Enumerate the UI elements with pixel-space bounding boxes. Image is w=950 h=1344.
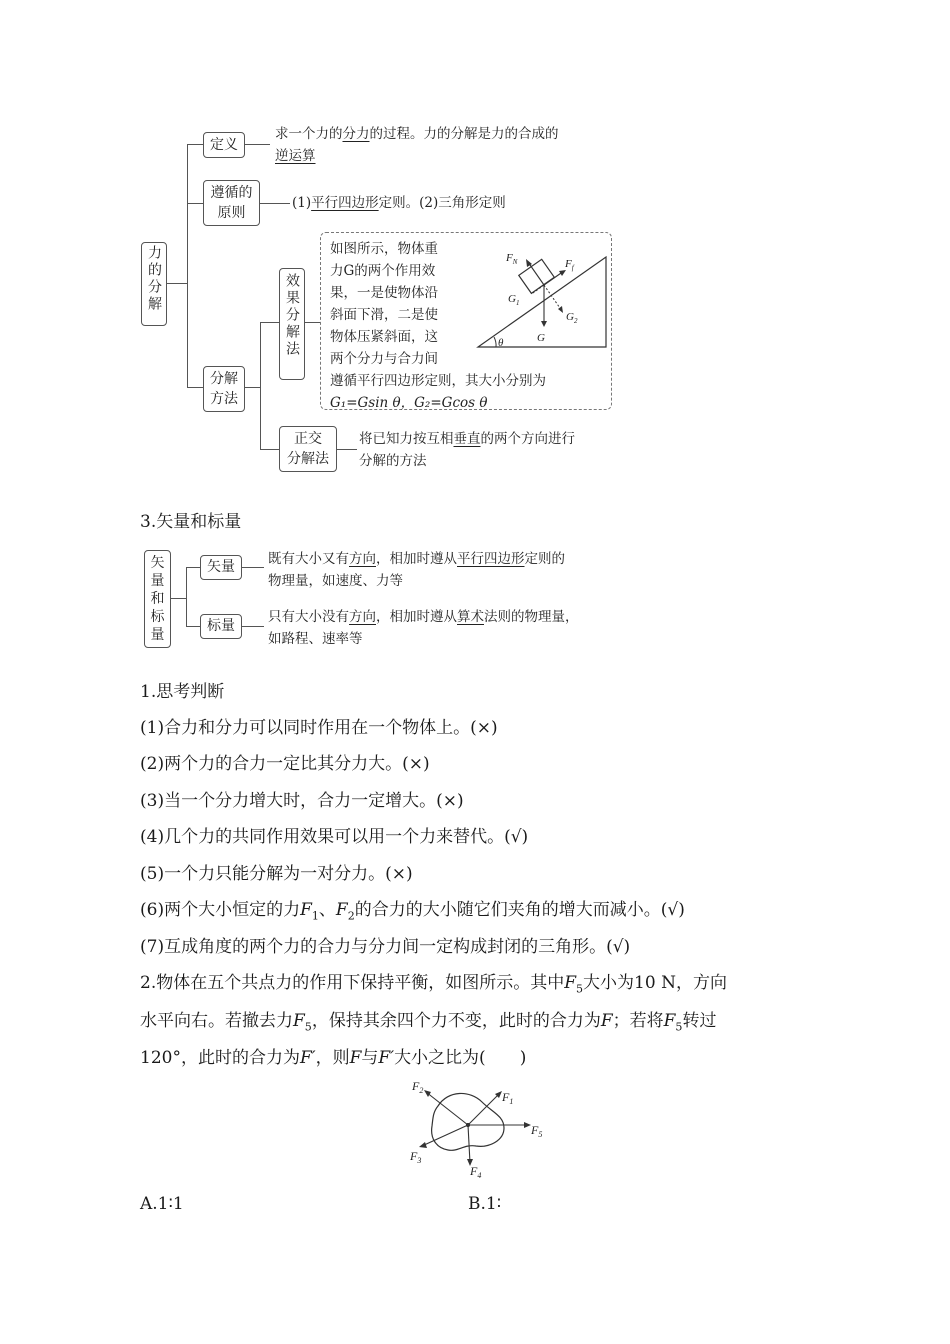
g2-label: $G_2$ xyxy=(566,311,578,325)
definition-underlined-2: 逆运算 xyxy=(275,148,316,164)
scalar-u1: 方向 xyxy=(349,609,376,625)
q2-line-2 xyxy=(140,1009,716,1039)
vs-root-char: 量 xyxy=(150,573,165,589)
connector xyxy=(305,322,320,323)
definition-label: 定义 xyxy=(210,137,238,153)
option-b[interactable]: B.1∶ xyxy=(468,1194,502,1214)
effect-line: 如图所示，物体重 xyxy=(330,241,438,257)
vs-root-char: 标 xyxy=(150,609,165,625)
q2-l2g: F xyxy=(600,1011,613,1031)
judge-item-3: (3)当一个分力增大时，合力一定增大。(×) xyxy=(140,791,464,811)
arrowhead xyxy=(419,1142,427,1148)
scalar-text xyxy=(268,606,579,650)
g-label: G xyxy=(537,332,545,344)
fn-label: $F_N$ xyxy=(506,252,518,266)
effect-line: 斜面下滑，二是使 xyxy=(330,307,438,323)
connector xyxy=(186,567,187,627)
scalar-label: 标量 xyxy=(207,618,235,634)
q2-l3h: F′ xyxy=(378,1048,395,1068)
principle-label-1: 遵循的 xyxy=(210,185,253,201)
scalar-t1: 只有大小没有 xyxy=(268,609,349,625)
f1-label: $F_1$ xyxy=(502,1090,514,1106)
root-box xyxy=(141,242,167,326)
connector xyxy=(187,387,203,388)
connector xyxy=(186,567,200,568)
connector xyxy=(242,626,264,627)
item6-a: (6)两个大小恒定的力 xyxy=(140,900,301,920)
orthogonal-label-2: 分解法 xyxy=(287,451,329,467)
q2-l1f: F xyxy=(564,973,577,993)
judge-item-4: (4)几个力的共同作用效果可以用一个力来替代。(√) xyxy=(140,827,529,847)
q2-l2s: 5 xyxy=(304,1020,312,1034)
judge-item-5: (5)一个力只能分解为一对分力。(×) xyxy=(140,864,413,884)
vs-root-char: 和 xyxy=(150,591,165,607)
orthogonal-text-a: 将已知力按互相 xyxy=(359,431,454,447)
scalar-t2: ，相加时遵从 xyxy=(376,609,457,625)
effect-line: 果，一是使物体沿 xyxy=(330,285,438,301)
connector xyxy=(167,283,187,284)
vector-label: 矢量 xyxy=(207,559,235,575)
judge-item-6 xyxy=(140,898,685,928)
f4-label: $F_4$ xyxy=(470,1164,482,1180)
connector xyxy=(187,203,203,204)
q2-l1a: 2.物体在五个共点力的作用下保持平衡，如图所示。其中 xyxy=(140,973,565,993)
q2-l3b: ，则 xyxy=(315,1048,350,1068)
arrowhead xyxy=(558,306,563,313)
f5-label: $F_5$ xyxy=(531,1123,543,1139)
judge-item-1: (1)合力和分力可以同时作用在一个物体上。(×) xyxy=(140,718,498,738)
definition-text-a: 求一个力的 xyxy=(275,126,343,142)
q2-line-3 xyxy=(140,1046,526,1070)
scalar-box xyxy=(200,614,242,639)
f3-label: $F_3$ xyxy=(410,1149,422,1165)
f1-arrow xyxy=(468,1093,500,1125)
g1-label: $G_1$ xyxy=(508,293,520,307)
q2-l3f: F′ xyxy=(299,1048,316,1068)
vs-root-char: 量 xyxy=(150,627,165,643)
arrowhead xyxy=(424,1090,431,1097)
connector xyxy=(245,144,270,145)
principle-box xyxy=(203,180,260,226)
f2-label: $F_2$ xyxy=(412,1079,424,1095)
q2-l1b: 大小为10 N，方向 xyxy=(583,973,727,993)
orthogonal-underlined: 垂直 xyxy=(453,431,481,447)
q2-l2b: ，保持其余四个力不变，此时的合力为 xyxy=(311,1011,601,1031)
theta-label: θ xyxy=(498,337,504,349)
orthogonal-text-b: 的两个方向进行 xyxy=(480,431,575,447)
method-label-1: 分解 xyxy=(210,371,238,387)
q2-l3d: 大小之比为( ) xyxy=(394,1048,527,1068)
item6-s1: 1 xyxy=(311,909,319,923)
q2-l2c: ；若将 xyxy=(612,1011,664,1031)
effect-line: 力G的两个作用效 xyxy=(330,263,436,279)
vector-t3: 定则的 xyxy=(524,551,565,567)
connector xyxy=(337,449,357,450)
item6-s2: 2 xyxy=(347,909,355,923)
object-outline xyxy=(432,1093,504,1150)
effect-formula: G₁=Gsin θ，G₂=Gcos θ xyxy=(330,395,488,411)
orthogonal-text xyxy=(359,428,575,472)
vs-root-char: 矢 xyxy=(150,555,165,571)
item6-f1: F xyxy=(300,900,312,920)
f3-arrow xyxy=(422,1125,468,1146)
q2-l3c: 与 xyxy=(361,1048,379,1068)
principle-text-after: 定则。(2)三角形定则 xyxy=(378,195,506,211)
connector xyxy=(260,203,290,204)
connector xyxy=(260,322,279,323)
q2-l1s: 5 xyxy=(576,982,584,996)
judge-item-7: (7)互成角度的两个力的合力与分力间一定构成封闭的三角形。(√) xyxy=(140,937,631,957)
arrowhead xyxy=(541,321,547,327)
effect-line: 物体压紧斜面，这 xyxy=(330,329,438,345)
definition-underlined: 分力 xyxy=(342,126,370,142)
q2-line-1 xyxy=(140,971,727,1001)
theta-arc xyxy=(494,337,496,347)
vector-u2: 平行四边形 xyxy=(457,551,525,567)
orthogonal-box xyxy=(279,426,337,472)
vector-box xyxy=(200,555,242,580)
q2-l2a: 水平向右。若撤去力 xyxy=(140,1011,293,1031)
effect-label: 效果分解法 xyxy=(284,273,300,358)
vector-text xyxy=(268,548,565,592)
definition-text-b: 的过程。力的分解是力的合成的 xyxy=(369,126,559,142)
principle-text xyxy=(292,192,506,214)
orthogonal-label-1: 正交 xyxy=(294,431,322,447)
connector xyxy=(260,322,261,450)
scalar-u2: 算术 xyxy=(457,609,484,625)
q2-l2f: F xyxy=(293,1011,305,1031)
orthogonal-line2: 分解的方法 xyxy=(359,453,427,469)
connector xyxy=(260,449,279,450)
method-box xyxy=(203,366,245,412)
q2-l2t: 5 xyxy=(675,1020,683,1034)
incline-diagram xyxy=(470,245,610,355)
five-forces-figure xyxy=(400,1076,550,1180)
connector xyxy=(187,144,188,387)
scalar-line2: 如路程、速率等 xyxy=(268,631,363,647)
scalar-t3: 法则的物理量， xyxy=(484,609,579,625)
vector-t1: 既有大小又有 xyxy=(268,551,349,567)
judge-item-2: (2)两个力的合力一定比其分力大。(×) xyxy=(140,754,430,774)
effect-line: 遵循平行四边形定则，其大小分别为 xyxy=(330,373,546,389)
q2-l2d: 转过 xyxy=(682,1011,717,1031)
f4-arrow xyxy=(468,1125,470,1163)
root-label: 力的分解 xyxy=(146,245,162,313)
judge-title: 1.思考判断 xyxy=(140,682,225,702)
method-label-2: 方法 xyxy=(210,391,238,407)
option-a[interactable]: A.1∶1 xyxy=(140,1194,184,1214)
ff-label: $F_f$ xyxy=(565,258,574,272)
block xyxy=(519,259,555,293)
connector xyxy=(171,598,186,599)
arrowhead xyxy=(524,1122,531,1128)
item6-b: 、 xyxy=(318,900,336,920)
vector-t2: ，相加时遵从 xyxy=(376,551,457,567)
definition-box xyxy=(203,132,245,158)
item6-c: 的合力的大小随它们夹角的增大而减小。(√) xyxy=(354,900,685,920)
vs-root-box xyxy=(144,550,171,648)
effect-box xyxy=(279,268,305,380)
effect-line: 两个分力与合力间 xyxy=(330,351,438,367)
q2-l3a: 120°，此时的合力为 xyxy=(140,1048,300,1068)
principle-prefix: (1) xyxy=(292,195,312,211)
q2-l2h: F xyxy=(663,1011,676,1031)
principle-label-2: 原则 xyxy=(217,205,246,221)
arrowhead xyxy=(559,270,566,276)
principle-underlined: 平行四边形 xyxy=(311,195,379,211)
item6-f2: F xyxy=(335,900,348,920)
connector xyxy=(242,567,264,568)
connector xyxy=(245,387,260,388)
q2-l3g: F xyxy=(349,1048,362,1068)
connector xyxy=(187,144,203,145)
definition-text xyxy=(275,123,559,167)
section3-title: 3.矢量和标量 xyxy=(140,512,242,532)
connector xyxy=(186,626,200,627)
vector-line2: 物理量，如速度、力等 xyxy=(268,573,403,589)
vector-u1: 方向 xyxy=(349,551,376,567)
